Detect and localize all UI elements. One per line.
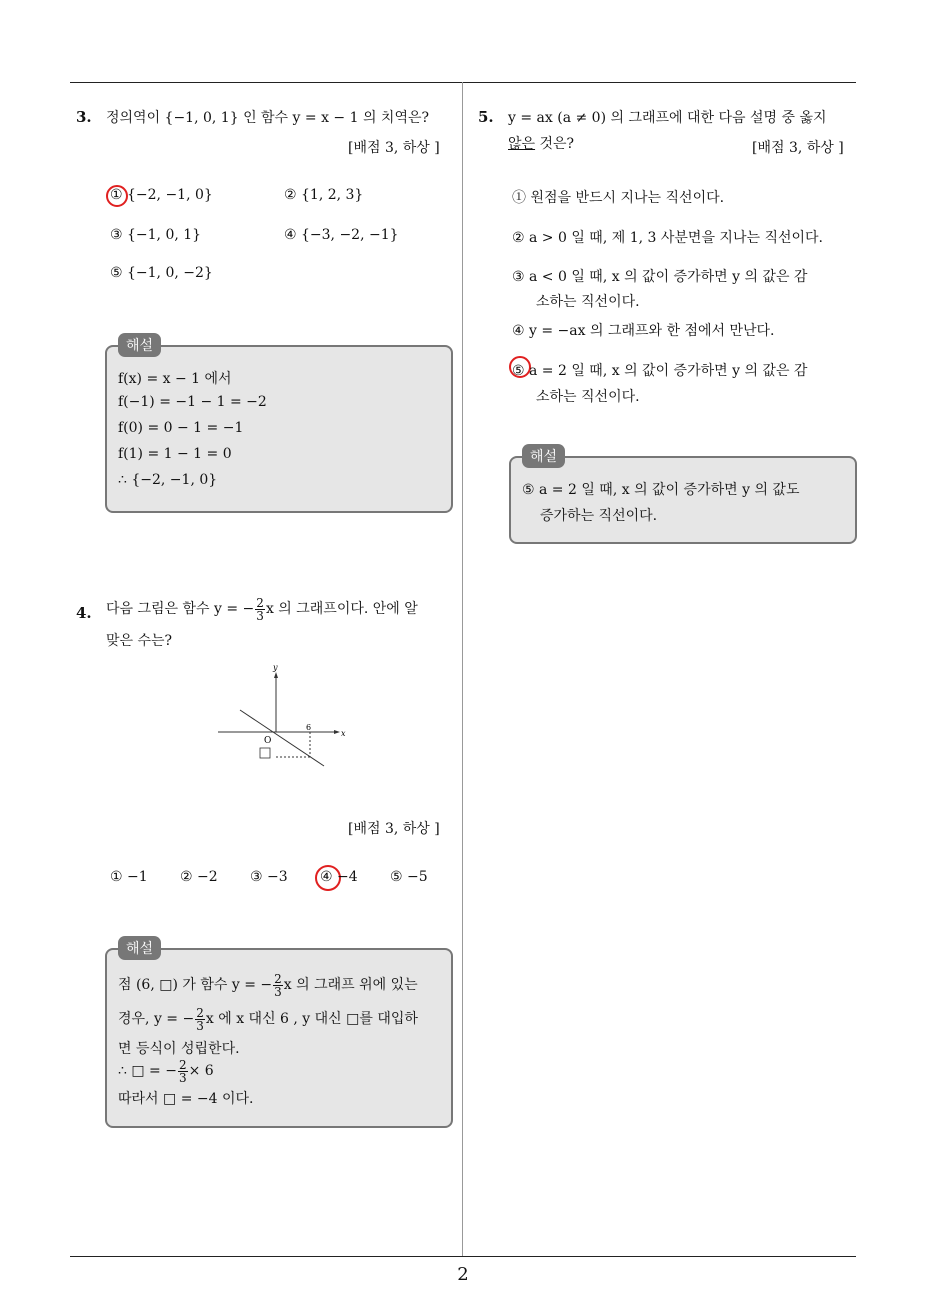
- q4-choice-4[interactable]: ④ −4: [320, 869, 358, 885]
- q3-choice-3[interactable]: ③ {−1, 0, 1}: [110, 227, 202, 243]
- q3-solution-line: f(1) = 1 − 1 = 0: [118, 446, 232, 462]
- graph-six-label: 6: [306, 723, 312, 732]
- q5-solution-line: 증가하는 직선이다.: [540, 508, 658, 524]
- q5-solution-line: ⑤ a = 2 일 때, x 의 값이 증가하면 y 의 값도: [522, 482, 800, 498]
- q4-solution-line: 따라서 □ = −4 이다.: [118, 1091, 254, 1107]
- q4-choice-3[interactable]: ③ −3: [250, 869, 288, 885]
- question-4-text-line2: 맞은 수는?: [106, 633, 173, 649]
- fraction: $\frac{2}{3}$: [196, 1005, 204, 1033]
- question-4-number: 4.: [76, 604, 92, 622]
- bottom-rule: [70, 1256, 856, 1257]
- fraction: $\frac{2}{3}$: [256, 595, 264, 623]
- fraction: $\frac{2}{3}$: [274, 971, 282, 999]
- q5-solution-label: 해설: [522, 444, 565, 468]
- q5-choice-5[interactable]: ⑤ a = 2 일 때, x 의 값이 증가하면 y 의 값은 감: [512, 363, 808, 379]
- q3-choice-4[interactable]: ④ {−3, −2, −1}: [284, 227, 399, 243]
- q5-choice-3-cont: 소하는 직선이다.: [536, 294, 640, 310]
- fraction: $\frac{2}{3}$: [178, 1057, 187, 1085]
- question-5-text-line2: 않은 것은?: [508, 136, 575, 152]
- q3-choice-1[interactable]: ① {−2, −1, 0}: [110, 187, 213, 203]
- q3-solution-line: f(x) = x − 1 에서: [118, 371, 232, 387]
- graph-x-label: x: [341, 729, 346, 738]
- question-5-score: [배점 3, 하상 ]: [752, 140, 844, 156]
- q4-solution-line: 면 등식이 성립한다.: [118, 1041, 240, 1057]
- q3-solution-label: 해설: [118, 333, 161, 357]
- graph-origin-label: O: [264, 736, 272, 746]
- question-5-number: 5.: [478, 108, 494, 126]
- q4-solution-label: 해설: [118, 936, 161, 960]
- page-number: 2: [457, 1264, 469, 1285]
- blank-box: [260, 748, 270, 758]
- q4-solution-line: ∴ □ = − $\frac{2}{3}$ × 6: [118, 1057, 214, 1085]
- q3-solution-line: f(0) = 0 − 1 = −1: [118, 420, 244, 436]
- question-4-score: [배점 3, 하상 ]: [348, 821, 440, 837]
- q3-choice-2[interactable]: ② {1, 2, 3}: [284, 187, 364, 203]
- q4-solution-line: 점 (6, □) 가 함수 y = − $\frac{2}{3}$ x 의 그래프 위에 있는: [118, 971, 418, 999]
- q3-solution-line: ∴ {−2, −1, 0}: [118, 472, 218, 488]
- q5-choice-5-cont: 소하는 직선이다.: [536, 389, 640, 405]
- q5-choice-1[interactable]: ① 원점을 반드시 지나는 직선이다.: [512, 190, 725, 206]
- q4-choice-5[interactable]: ⑤ −5: [390, 869, 428, 885]
- q3-choice-5[interactable]: ⑤ {−1, 0, −2}: [110, 265, 213, 281]
- question-3-number: 3.: [76, 108, 92, 126]
- question-4-graph: [210, 660, 350, 775]
- column-divider: [462, 82, 463, 1257]
- q4-choice-2[interactable]: ② −2: [180, 869, 218, 885]
- q4-choice-1[interactable]: ① −1: [110, 869, 148, 885]
- q5-choice-4[interactable]: ④ y = −ax 의 그래프와 한 점에서 만난다.: [512, 323, 775, 339]
- q5-choice-2[interactable]: ② a > 0 일 때, 제 1, 3 사분면을 지나는 직선이다.: [512, 230, 823, 246]
- graph-y-label: y: [273, 663, 278, 672]
- q5-choice-3[interactable]: ③ a < 0 일 때, x 의 값이 증가하면 y 의 값은 감: [512, 269, 808, 285]
- q4-solution-line: 경우, y = − $\frac{2}{3}$ x 에 x 대신 6 , y 대신 □를 대입하: [118, 1005, 418, 1033]
- question-3-score: [배점 3, 하상 ]: [348, 140, 440, 156]
- top-rule: [70, 82, 856, 83]
- question-4-text: 다음 그림은 함수 y = − $\frac{2}{3}$ x 의 그래프이다. 안에 알: [106, 595, 418, 623]
- question-5-text: y = ax (a ≠ 0) 의 그래프에 대한 다음 설명 중 옳지: [508, 110, 827, 126]
- question-3-text: 정의역이 {−1, 0, 1} 인 함수 y = x − 1 의 치역은?: [106, 110, 430, 126]
- q5-solution-box: [509, 456, 857, 544]
- q3-solution-line: f(−1) = −1 − 1 = −2: [118, 394, 267, 410]
